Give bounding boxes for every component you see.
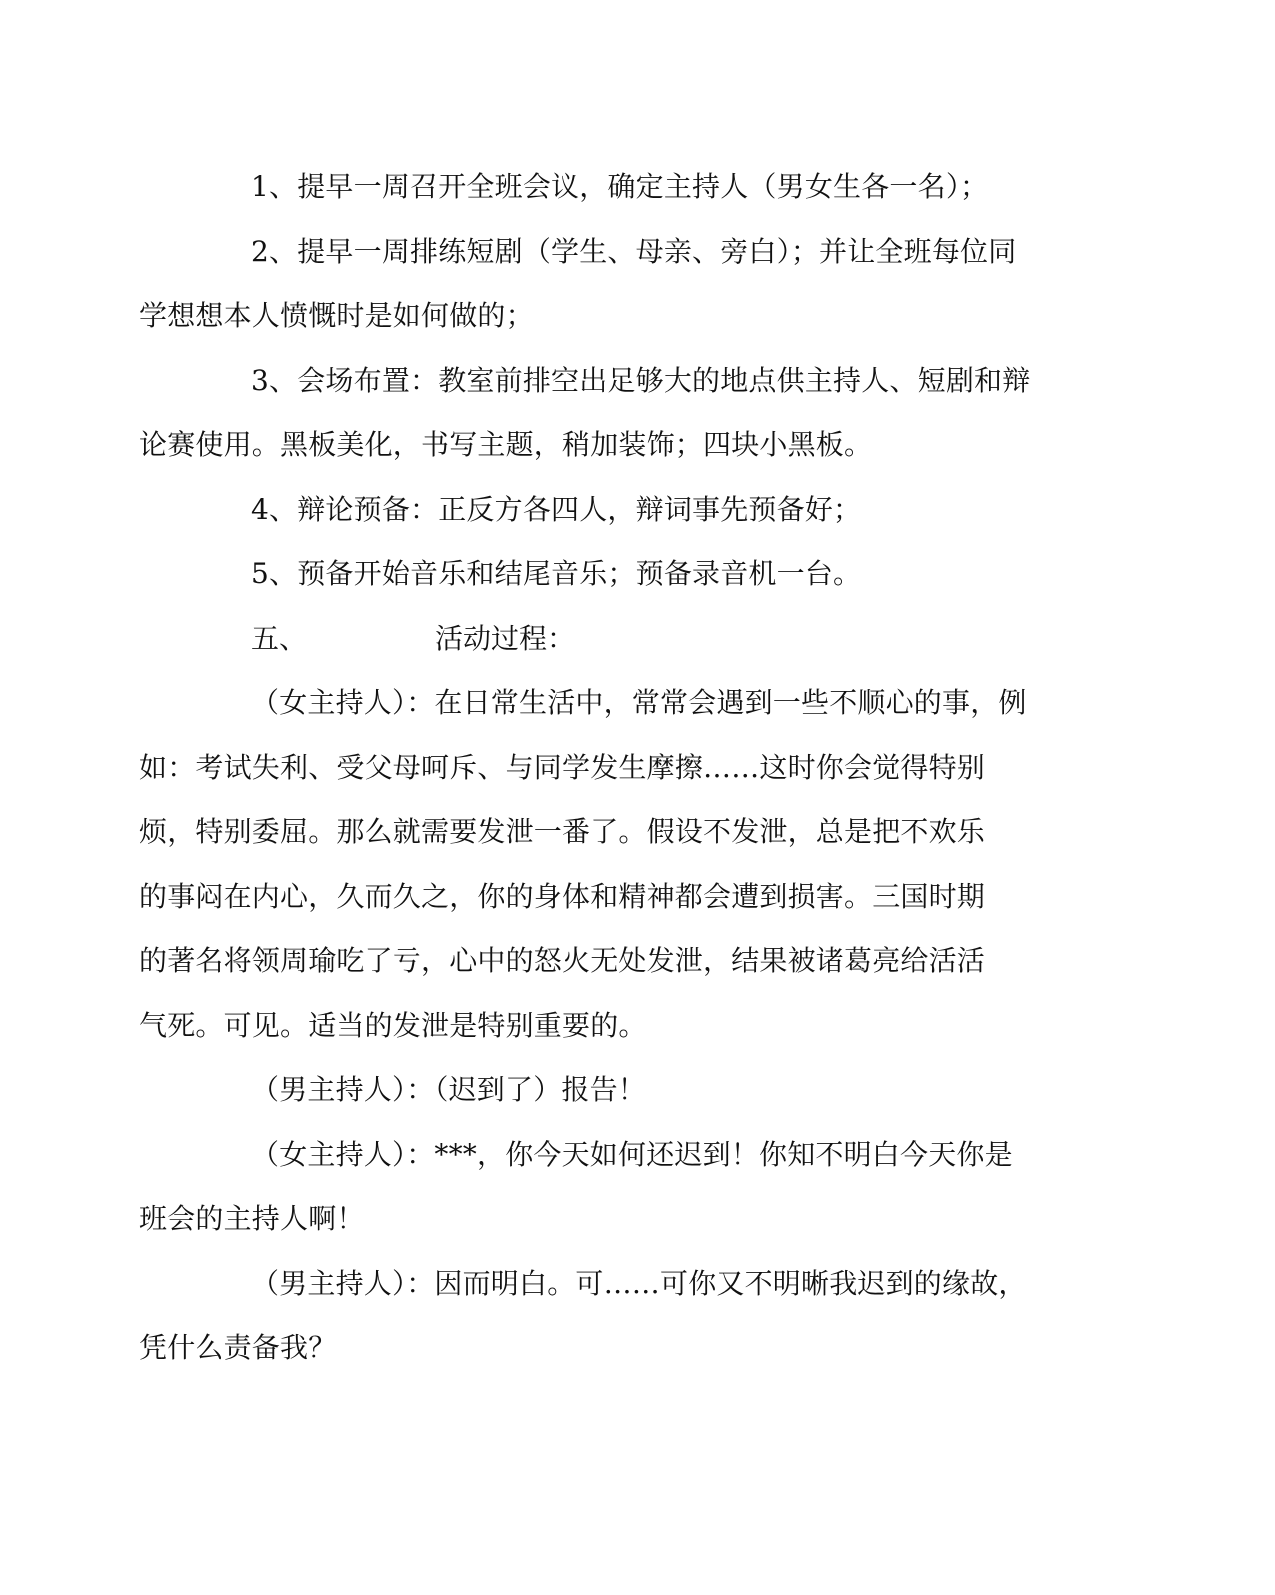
dialogue-male-host-2 [139, 1252, 1055, 1381]
prep-item-5 [195, 542, 1055, 607]
section-heading [195, 607, 1055, 672]
text-line: 学想想本人愤慨时是如何做的； [139, 299, 534, 332]
text-line: 的著名将领周瑜吃了亏，心中的怒火无处发泄，结果被诸葛亮给活活 [139, 944, 986, 977]
document-body [139, 155, 1055, 1381]
text-line: 2、提早一周排练短剧（学生、母亲、旁白）；并让全班每位同 [251, 234, 1017, 268]
text-line: 1、提早一周召开全班会议，确定主持人（男女生各一名）； [251, 170, 989, 203]
text-line: （女主持人）：在日常生活中，常常会遇到一些不顺心的事，例 [251, 686, 1027, 719]
prep-item-4 [195, 478, 1055, 543]
dialogue-male-host-1 [195, 1058, 1055, 1123]
dialogue-female-host-1 [139, 671, 1055, 1058]
text-line: 论赛使用。黑板美化，书写主题，稍加装饰；四块小黑板。 [139, 428, 873, 461]
section-number: 五、 [251, 621, 308, 655]
text-line: 5、预备开始音乐和结尾音乐；预备录音机一台。 [251, 557, 862, 590]
text-line: 的事闷在内心，久而久之，你的身体和精神都会遭到损害。三国时期 [139, 879, 986, 913]
text-line: 气死。可见。适当的发泄是特别重要的。 [139, 1008, 647, 1042]
prep-item-2 [139, 220, 1055, 349]
text-line: （男主持人）：（迟到了）报告！ [251, 1073, 647, 1106]
text-line: （女主持人）：***，你今天如何还迟到！你知不明白今天你是 [251, 1137, 1013, 1171]
text-line: 烦，特别委屈。那么就需要发泄一番了。假设不发泄，总是把不欢乐 [139, 815, 986, 848]
prep-item-3 [139, 349, 1055, 478]
text-line: 班会的主持人啊！ [139, 1202, 365, 1235]
text-line: 凭什么责备我？ [139, 1331, 337, 1364]
section-title: 活动过程： [435, 621, 576, 655]
dialogue-female-host-2 [139, 1123, 1055, 1252]
text-line: 4、辩论预备：正反方各四人，辩词事先预备好； [251, 492, 862, 526]
prep-item-1 [195, 155, 1055, 220]
text-line: （男主持人）：因而明白。可……可你又不明晰我迟到的缘故， [251, 1266, 1027, 1300]
text-line: 如：考试失利、受父母呵斥、与同学发生摩擦……这时你会觉得特别 [139, 750, 986, 784]
text-line: 3、会场布置：教室前排空出足够大的地点供主持人、短剧和辩 [251, 363, 1031, 397]
